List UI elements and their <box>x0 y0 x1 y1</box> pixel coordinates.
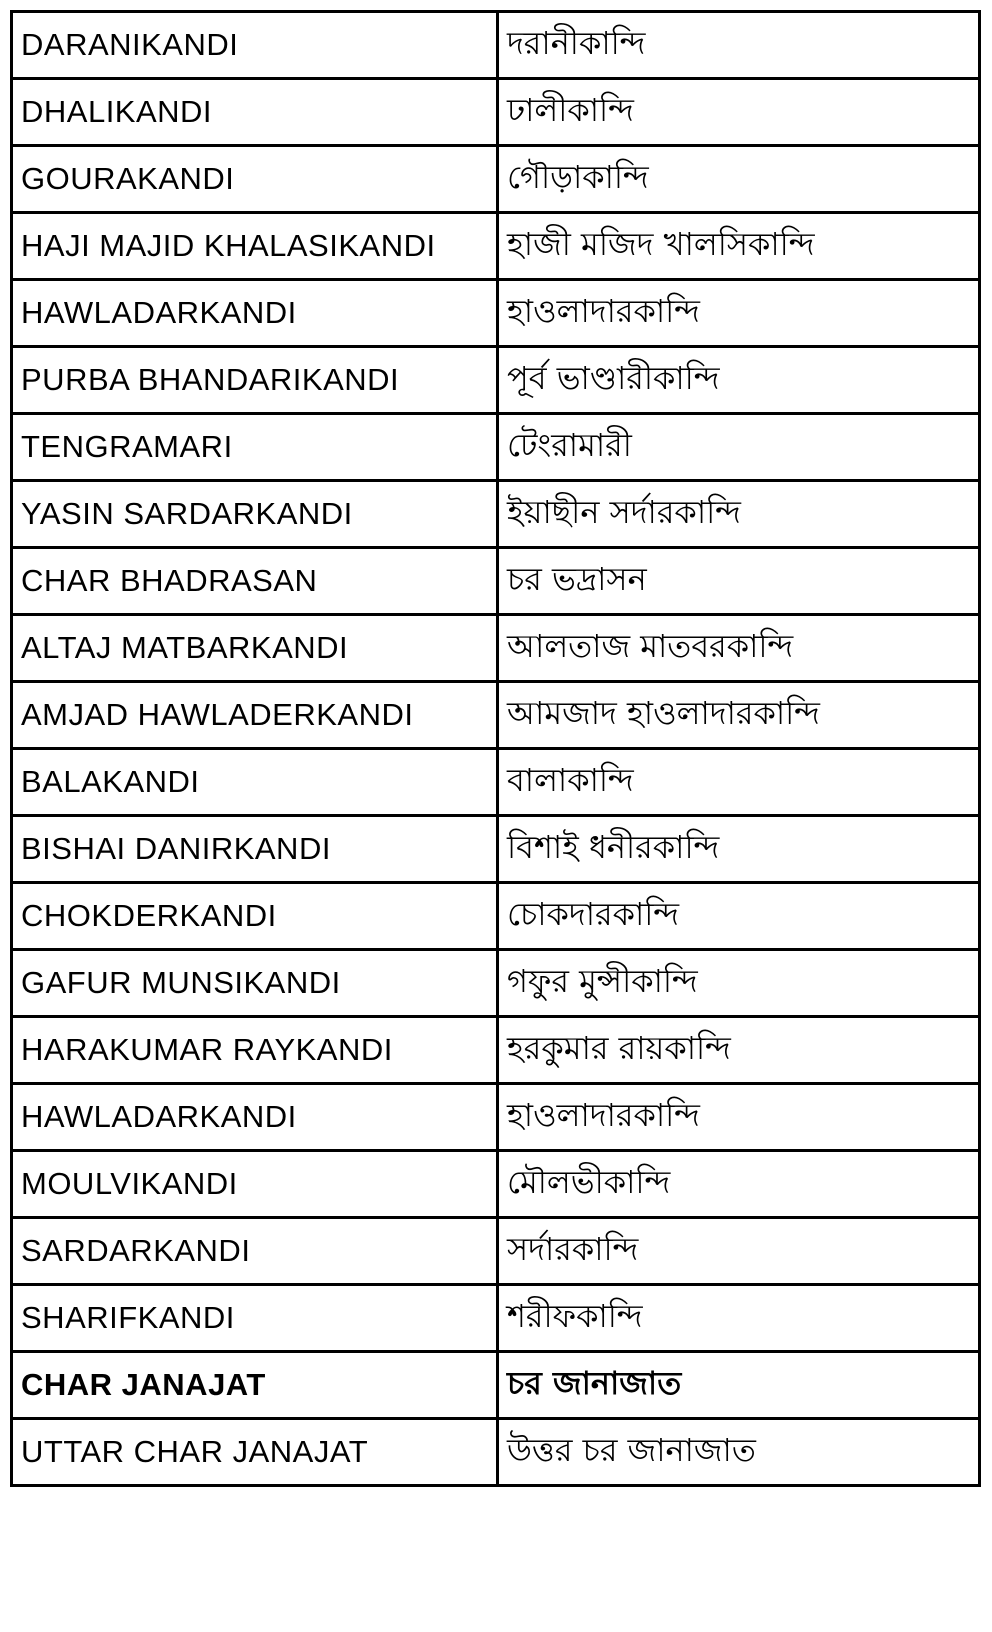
table-row <box>12 1151 980 1218</box>
bengali-name-cell: উত্তর চর জানাজাত <box>498 1419 980 1486</box>
table-row <box>12 1419 980 1486</box>
english-name-cell: SARDARKANDI <box>12 1218 498 1285</box>
table-row <box>12 950 980 1017</box>
place-name-table <box>10 10 981 1487</box>
english-name-cell: YASIN SARDARKANDI <box>12 481 498 548</box>
bengali-name-cell: টেংরামারী <box>498 414 980 481</box>
english-name-cell: BISHAI DANIRKANDI <box>12 816 498 883</box>
english-name-cell: AMJAD HAWLADERKANDI <box>12 682 498 749</box>
bengali-name-cell: পূর্ব ভাণ্ডারীকান্দি <box>498 347 980 414</box>
table-row <box>12 12 980 79</box>
table-row <box>12 883 980 950</box>
english-name-cell: GAFUR MUNSIKANDI <box>12 950 498 1017</box>
english-name-cell: HAWLADARKANDI <box>12 1084 498 1151</box>
english-name-cell: DHALIKANDI <box>12 79 498 146</box>
table-row <box>12 548 980 615</box>
bengali-name-cell: হাওলাদারকান্দি <box>498 1084 980 1151</box>
bengali-name-cell: গফুর মুন্সীকান্দি <box>498 950 980 1017</box>
bengali-name-cell: বালাকান্দি <box>498 749 980 816</box>
bengali-name-cell: হাজী মজিদ খালসিকান্দি <box>498 213 980 280</box>
table-row <box>12 1218 980 1285</box>
table-row <box>12 414 980 481</box>
table-row <box>12 79 980 146</box>
bengali-name-cell: চোকদারকান্দি <box>498 883 980 950</box>
english-name-cell: ALTAJ MATBARKANDI <box>12 615 498 682</box>
english-name-cell: MOULVIKANDI <box>12 1151 498 1218</box>
english-name-cell: UTTAR CHAR JANAJAT <box>12 1419 498 1486</box>
english-name-cell: HAWLADARKANDI <box>12 280 498 347</box>
bengali-name-cell: গৌড়াকান্দি <box>498 146 980 213</box>
table-row <box>12 615 980 682</box>
bengali-name-cell: বিশাই ধনীরকান্দি <box>498 816 980 883</box>
bengali-name-cell: হরকুমার রায়কান্দি <box>498 1017 980 1084</box>
english-name-cell: CHOKDERKANDI <box>12 883 498 950</box>
bengali-name-cell: দরানীকান্দি <box>498 12 980 79</box>
bengali-name-cell: ইয়াছীন সর্দারকান্দি <box>498 481 980 548</box>
english-name-cell: CHAR JANAJAT <box>12 1352 498 1419</box>
table-row <box>12 1017 980 1084</box>
bengali-name-cell: চর ভদ্রাসন <box>498 548 980 615</box>
english-name-cell: SHARIFKANDI <box>12 1285 498 1352</box>
english-name-cell: HAJI MAJID KHALASIKANDI <box>12 213 498 280</box>
table-row <box>12 146 980 213</box>
table-row <box>12 1084 980 1151</box>
bengali-name-cell: আলতাজ মাতবরকান্দি <box>498 615 980 682</box>
bengali-name-cell: ঢালীকান্দি <box>498 79 980 146</box>
table-row <box>12 280 980 347</box>
english-name-cell: GOURAKANDI <box>12 146 498 213</box>
table-row <box>12 481 980 548</box>
bengali-name-cell: শরীফকান্দি <box>498 1285 980 1352</box>
bengali-name-cell: আমজাদ হাওলাদারকান্দি <box>498 682 980 749</box>
table-row <box>12 347 980 414</box>
english-name-cell: HARAKUMAR RAYKANDI <box>12 1017 498 1084</box>
table-row <box>12 816 980 883</box>
table-row <box>12 1285 980 1352</box>
bengali-name-cell: চর জানাজাত <box>498 1352 980 1419</box>
english-name-cell: PURBA BHANDARIKANDI <box>12 347 498 414</box>
bengali-name-cell: সর্দারকান্দি <box>498 1218 980 1285</box>
english-name-cell: BALAKANDI <box>12 749 498 816</box>
table-row <box>12 213 980 280</box>
table-row <box>12 749 980 816</box>
english-name-cell: TENGRAMARI <box>12 414 498 481</box>
english-name-cell: DARANIKANDI <box>12 12 498 79</box>
table-row <box>12 682 980 749</box>
table-row-bold <box>12 1352 980 1419</box>
table-body <box>12 12 980 1486</box>
bengali-name-cell: হাওলাদারকান্দি <box>498 280 980 347</box>
bengali-name-cell: মৌলভীকান্দি <box>498 1151 980 1218</box>
english-name-cell: CHAR BHADRASAN <box>12 548 498 615</box>
